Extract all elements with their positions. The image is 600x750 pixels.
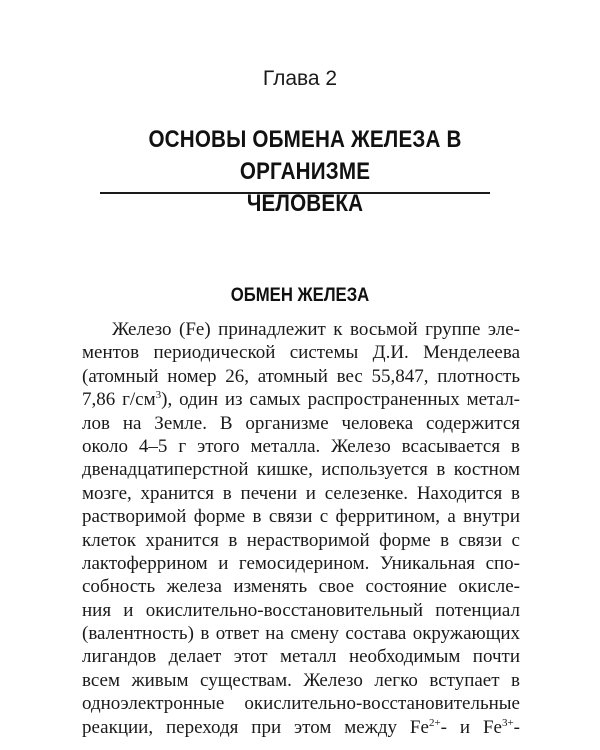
paragraph-line [82,716,520,739]
paragraph-line: собность железа изменять свое состояние окисле- [82,576,520,598]
paragraph-line: лов на Земле. В организме человека содержится [82,412,520,434]
paragraph-line: лактоферрином и гемосидерином. Уникальная спо- [82,552,520,574]
chapter-label: Глава 2 [262,67,338,90]
chapter-title [94,124,515,220]
paragraph-line: одноэлектронные окислительно-восстановительные [82,693,520,715]
paragraph-line: двенадцатиперстной кишке, используется в костном [82,459,520,481]
paragraph-line [82,388,520,411]
chapter-title-line-1: ОСНОВЫ ОБМЕНА ЖЕЛЕЗА В ОРГАНИЗМЕ [148,126,462,185]
paragraph-line: около 4–5 г этого металла. Железо всасывается в [82,435,520,457]
superscript: 2+ [428,716,441,729]
paragraph-line: ментов периодической системы Д.И. Менделеева [82,342,520,364]
line-text: реакции, переходя при этом между Fe [82,716,429,738]
paragraph-line: Железо (Fe) принадлежит к восьмой группе эле- [112,319,520,340]
section-title: ОБМЕН ЖЕЛЕЗА [230,285,370,306]
chapter-title-underline [100,192,490,194]
paragraph-line: (атомный номер 26, атомный вес 55,847, плотность [82,365,520,387]
superscript: 3+ [501,716,514,729]
line-text: ), один из самых распространенных метал- [161,389,521,411]
paragraph [82,318,520,739]
paragraph-line: растворимой форме в связи с ферритином, а внутри [82,506,520,528]
paragraph-line: клеток хранится в нерастворимой форме в связи с [82,529,520,551]
line-text: 7,86 г/см [82,389,156,411]
superscript: 3 [155,389,162,402]
chapter-title-line-2: ЧЕЛОВЕКА [246,190,364,217]
line-text: - и Fe [440,716,502,738]
paragraph-line: (валентность) в ответ на смену состава окружающих [82,623,520,645]
paragraph-line: всем живым существам. Железо легко вступает в [82,669,520,691]
paragraph-line: ния и окислительно-восстановительный потенциал [82,599,520,621]
paragraph-line: мозге, хранится в печени и селезенке. Находится в [82,482,520,504]
line-text: - [513,716,520,738]
paragraph-line: лигандов делает этот металл необходимым почти [82,646,520,668]
